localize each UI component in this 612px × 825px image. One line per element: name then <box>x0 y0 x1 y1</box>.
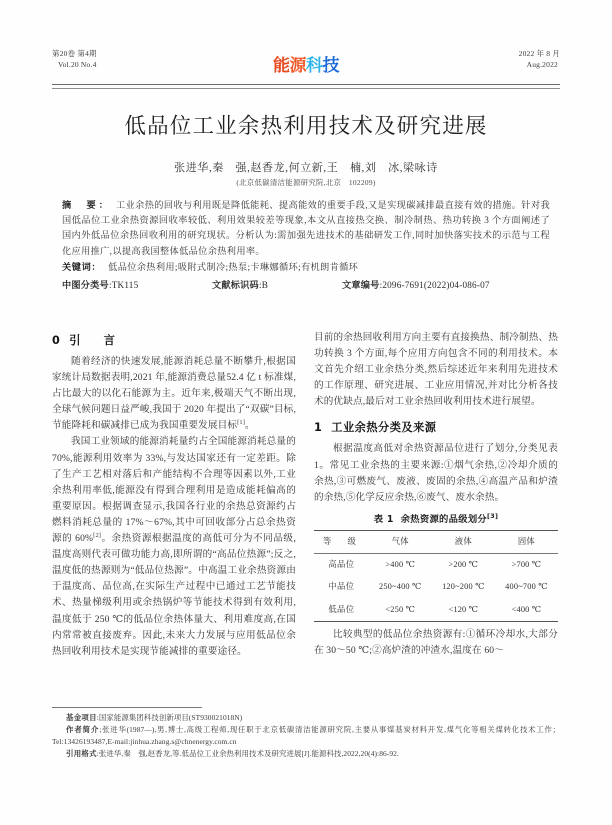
table1-caption-text: 余热资源的品级划分 <box>400 513 488 525</box>
header-rule-thick <box>52 84 560 85</box>
keywords-label: 关键词： <box>62 261 102 272</box>
section-number-0: 0 <box>52 334 61 347</box>
table1-r3-grade: 低品位 <box>328 604 355 614</box>
journal-logo-char-3: 科 <box>306 56 323 76</box>
intro-paragraph-1: 随着经济的快速发展,能源消耗总量不断攀升,根据国家统计局数据表明,2021 年,能源消费总量52.4 亿 t 标准煤,占比最大的以化石能源为主。近年来,极端天气不断出现,全球气候问题日益严峻,我国于 2020 年提出了“双碳”目标,节能降耗和碳减排已成为我国重要发展目标[1]。 <box>52 356 296 432</box>
clc-label: 中图分类号 <box>62 280 109 291</box>
table1-r2-solid: 400~700 ℃ <box>505 582 548 592</box>
table1-r2-liquid: 120~200 ℃ <box>442 582 485 592</box>
footnote-fund-label: 基金项目 <box>66 713 97 722</box>
table1-caption-number: 表 1 <box>373 513 394 525</box>
table1-r3-gas: <250 ℃ <box>385 604 416 614</box>
abstract-label: 摘 要： <box>62 200 111 210</box>
footnote-fund-text: :国家能源集团科技创新项目(ST930021018N) <box>96 713 243 722</box>
page-title: 低品位工业余热利用技术及研究进展 <box>124 114 488 139</box>
table-row <box>314 553 558 576</box>
intro-paragraph-2-cont: 余热资源根据温度的高低可分为不同品级,温度高则代表可做功能力高,即所谓的“高品位热源”;反之,温度低的热源则为“低品位热源”。中高温工业余热资源由于温度高、品位高,在实际生产过程中已通过工艺节能技术、热量梯级利用或余热锅炉等节能技术得到有效利用,温度低于 250 ℃的低品位余热体量大、利用难度高,在国内常常被直接废弃。因此,未来大力发展与应用低品位余热回收利用技术是实现节能减排的重要途径。 <box>52 533 296 657</box>
section-title-intro: 引 言 <box>69 334 121 347</box>
journal-logo-char-4: 技 <box>322 56 339 76</box>
journal-logo <box>273 56 339 76</box>
header-rule-thin <box>52 88 560 89</box>
table1-r1-solid: >700 ℃ <box>511 560 542 570</box>
reference-marker-2: [2] <box>93 531 102 539</box>
keywords-row <box>62 260 550 275</box>
table1-body <box>314 553 558 621</box>
table-row <box>314 576 558 598</box>
author-list: 张进华,秦 强,赵香龙,何立新,王 楠,刘 冰,梁咏诗 <box>174 162 438 174</box>
table1-wrapper <box>314 512 558 622</box>
table1-bottom-rule-cell <box>314 621 558 622</box>
table1-r3-solid: <400 ℃ <box>511 604 542 614</box>
table1-head <box>314 530 558 553</box>
section-title-1: 工业余热分类及来源 <box>331 421 437 435</box>
table-row <box>314 530 558 553</box>
table1-header-solid: 固体 <box>517 536 536 546</box>
intro-paragraph-1-text: 随着经济的快速发展,能源消耗总量不断攀升,根据国家统计局数据表明,2021 年,能源消费总量52.4 亿 t 标准煤,占比最大的以化石能源为主。近年来,极端天气不断出现,全球气候问题日益严峻,我国于 2020 年提出了“双碳”目标,节能降耗和碳减排已成为我国重要发展目标 <box>52 356 296 432</box>
volume-issue <box>52 48 97 70</box>
body-column-left <box>52 330 296 660</box>
clc-number <box>62 277 212 293</box>
sec1-paragraph-2: 比较典型的低品位余热资源有:①循环冷却水,大部分在 30～50 ℃;②高炉渣的冲渣水,温度在 60～ <box>314 628 558 656</box>
table-row <box>314 599 558 622</box>
clc-value: :TK115 <box>108 280 139 291</box>
table1-r2-grade: 中品位 <box>328 582 355 592</box>
table1-r1-gas: >400 ℃ <box>385 560 416 570</box>
document-code-label: 文献标识码 <box>212 280 259 291</box>
table1-bottom-rule <box>314 621 558 622</box>
table1-caption <box>314 512 558 527</box>
section-number-1: 1 <box>314 421 323 435</box>
abstract-paragraph <box>62 198 550 259</box>
section-heading-intro <box>52 330 296 352</box>
table1-caption-ref: [3] <box>487 511 499 520</box>
footnote-bio-label: 作者简介 <box>66 725 100 735</box>
table1-r1-liquid: >200 ℃ <box>448 560 479 570</box>
article-number <box>342 277 542 293</box>
intro-paragraph-3: 目前的余热回收利用方向主要有直接换热、制冷制热、热功转换 3 个方面,每个应用方向包含不同的利用技术。本文首先介绍工业余热分类,然后综述近年来利用先进技术的工作原理、研究进展、工业应用情况,并对比分析各技术的优缺点,最后对工业余热回收利用技术进行展望。 <box>314 332 558 408</box>
section-heading-1 <box>314 417 558 439</box>
table1-header-liquid: 液体 <box>454 536 472 546</box>
keywords-text: 低品位余热利用;吸附式制冷;热泵;卡琳娜循环;有机朗肯循环 <box>108 261 359 272</box>
footnote-fund <box>52 712 560 724</box>
issue-date-cn: 2022 年 8 月 <box>518 49 560 58</box>
intro-paragraph-2-text: 我国工业领域的能源消耗量约占全国能源消耗总量的 70%,能源利用效率为 33%,与发达国家还有一定差距。除了生产工艺相对落后和产能结构不合理等因素以外,工业余热利用率低,能源没有得到合理利用是造成能耗偏高的重要原因。根据调查显示,我国各行业的余热总资源约占燃料消耗总量的 17%～67%,其中可回收部分占总余热资源的 60% <box>52 436 296 545</box>
document-code <box>212 277 342 293</box>
table1-header-grade: 等 级 <box>322 536 360 546</box>
table1-grade-classification <box>314 530 558 622</box>
footnote-citation-text: :张进华,秦 强,赵香龙,等.低品位工业余热利用技术及研究进展[J].能源科技,2022,20(4):86-92. <box>96 748 399 758</box>
footnote-rule <box>52 707 202 708</box>
footnote-citation-label: 引用格式 <box>66 748 97 758</box>
table1-r2-gas: 250~400 ℃ <box>378 582 422 592</box>
classification-row <box>62 277 550 293</box>
journal-logo-char-2: 源 <box>289 56 306 76</box>
issue-date-en: Aug.2022 <box>526 60 558 69</box>
sec1-paragraph-1: 根据温度高低对余热资源品位进行了划分,分类见表 1。常见工业余热的主要来源:①烟气余热,②冷却介质的余热,③可燃废气、废液、废固的余热,④高温产品和炉渣的余热,⑤化学反应余热,⑥废气、废水余热。 <box>314 443 558 503</box>
document-code-value: :B <box>258 280 269 291</box>
table1-header-gas: 气体 <box>391 536 409 546</box>
volume-issue-cn: 第20卷 第4期 <box>52 49 97 58</box>
table1-r3-liquid: <120 ℃ <box>448 604 479 614</box>
article-number-value: :2096-7691(2022)04-086-07 <box>379 280 490 291</box>
footnote-bio-text: ;张进华(1987—),男,博士,高级工程师,现任职于北京低碳清洁能源研究院,主要从事煤基炭材料开发,煤气化等相关煤转化技术工作；Tel:13426193487,E-mail:jinhua.zhang.s@chnenergy.com.cn <box>52 725 560 746</box>
footnote-bio <box>52 724 560 747</box>
volume-issue-en: Vol.20 No.4 <box>58 60 97 69</box>
reference-marker-1: [1] <box>237 419 246 427</box>
article-number-label: 文章编号 <box>342 280 380 291</box>
author-affiliation: (北京低碳清洁能源研究院,北京 102209) <box>236 178 376 187</box>
abstract-block <box>62 198 550 293</box>
intro-paragraph-2: 我国工业领域的能源消耗量约占全国能源消耗总量的 70%,能源利用效率为 33%,与发达国家还有一定差距。除了生产工艺相对落后和产能结构不合理等因素以外,工业余热利用率低,能源没有得到合理利用是造成能耗偏高的重要原因。根据调查显示,我国各行业的余热总资源约占燃料消耗总量的 17%～67%,其中可回收部分占总余热资源的 60%[2]。余热资源根据温度的高低可分为不同品级,温度高则代表可做功能力高,即所谓的“高品位热源”;反之,温度低的热源则为“低品位热源”。中高温工业余热资源由于温度高、品位高,在实际生产过程中已通过工艺节能技术、热量梯级利用或余热锅炉等节能技术得到有效利用,温度低于 250 ℃的低品位余热体量大、利用难度高,在国内常常被直接废弃。因此,未来大力发展与应用低品位余热回收利用技术是实现节能减排的重要途径。 <box>52 436 296 657</box>
issue-date <box>519 48 560 70</box>
journal-logo-char-1: 能 <box>273 56 290 76</box>
table1-r1-grade: 高品位 <box>328 560 355 570</box>
body-column-right <box>314 330 558 659</box>
footnote-block <box>52 712 560 760</box>
footnote-citation <box>52 748 560 760</box>
abstract-text: 工业余热的回收与利用既是降低能耗、提高能效的重要手段,又是实现碳减排最直接有效的措施。针对我国低品位工业余热资源回收率较低、利用效果较差等现象,本文从直接热交换、制冷制热、热功转换 3 个方面阐述了国内外低品位余热回收利用的研究现状。分析认为:需加强先进技术的基础研发工作,同时加快落实技术的示范与工程化应用推广,以提高我国整体低品位余热利用率。 <box>62 200 550 256</box>
